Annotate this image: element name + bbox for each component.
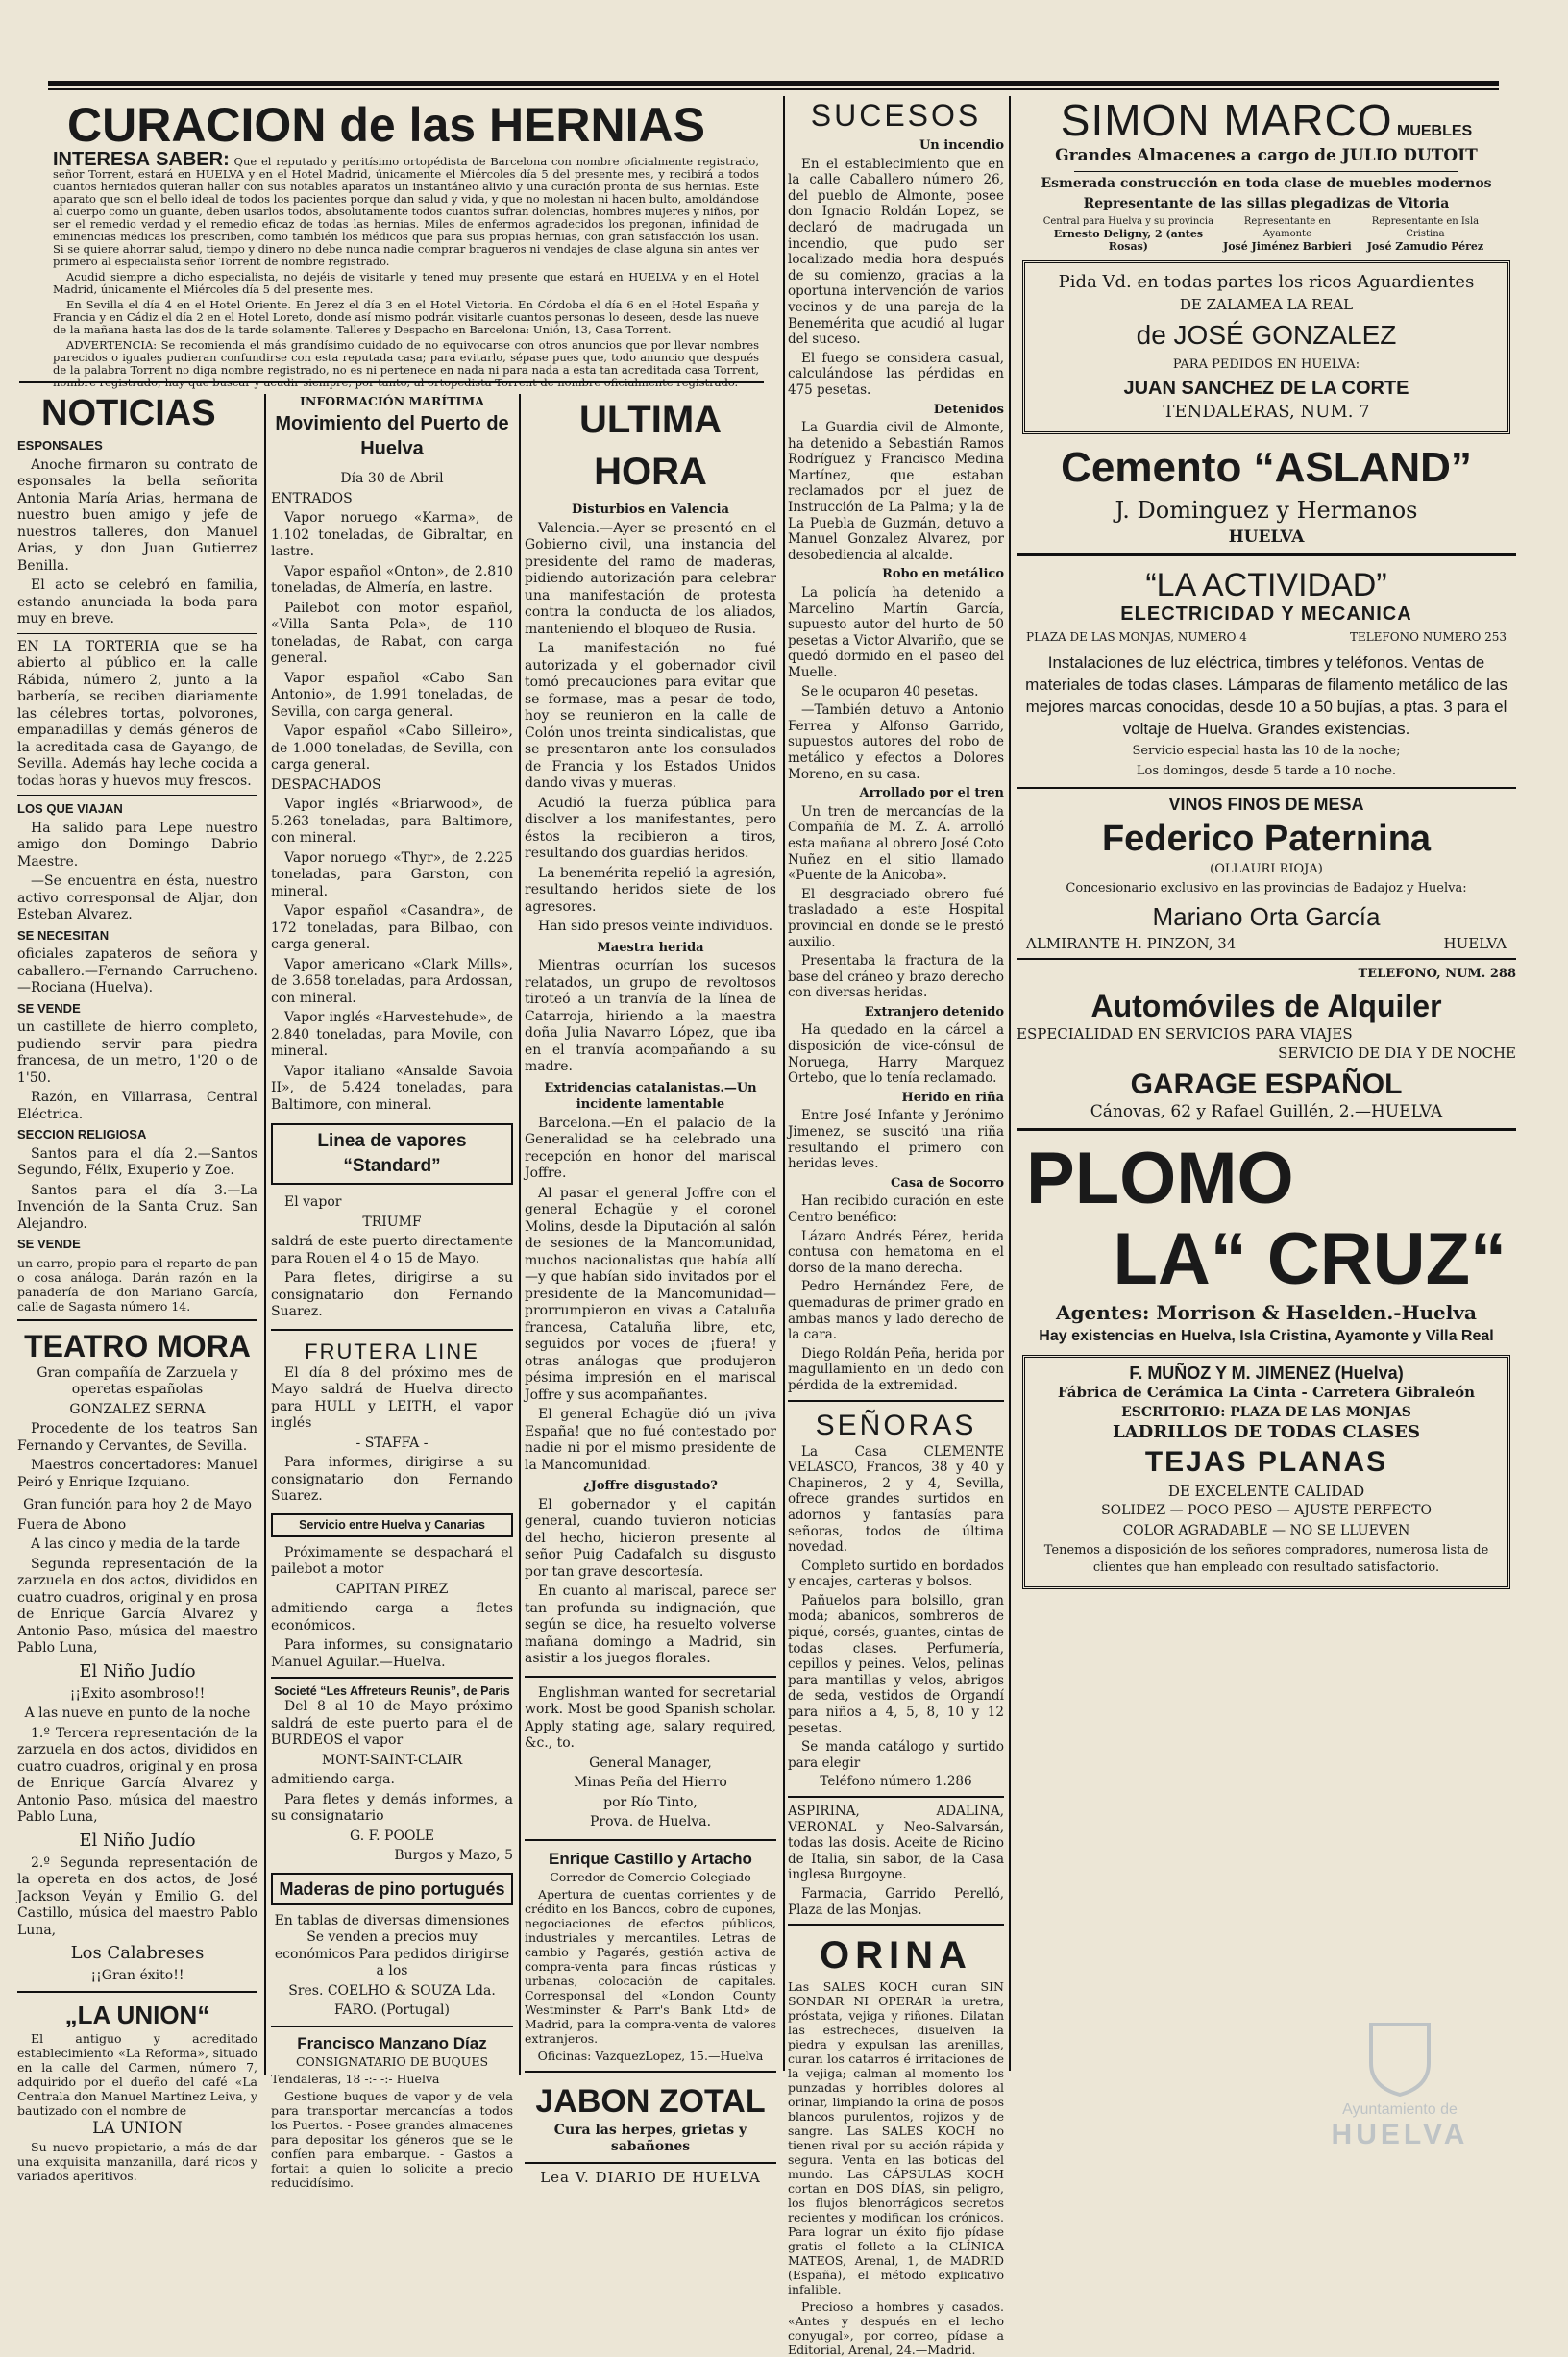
manzano-sub: CONSIGNATARIO DE BUQUES — [295, 2053, 489, 2069]
vinos-title: Federico Paternina — [1101, 818, 1432, 859]
teatro-company: Gran compañía de Zarzuela y operetas españolas — [37, 1364, 238, 1397]
maderas-title: Maderas de pino portugués — [279, 1878, 505, 1899]
sucesos-p7: Un tren de mercancías de la Compañía de M. Z. A. arrolló esta mañana al obrero José Coto Nuñez en el sitio llamado «Puente de la Anicoba». — [788, 803, 1004, 884]
shield-icon — [1366, 2020, 1433, 2097]
simon-c2h: Representante en Ayamonte — [1243, 216, 1331, 239]
sucesos-column — [788, 96, 1004, 2357]
plomo-l2: LA“ CRUZ“ — [1113, 1218, 1507, 1300]
aguardientes-ad — [1022, 260, 1510, 434]
vende-text-2: Razón, en Villarrasa, Central Eléctrica. — [17, 1090, 257, 1122]
canarias-title: Servicio entre Huelva y Canarias — [299, 1517, 485, 1532]
simon-tag: MUEBLES — [1397, 123, 1473, 139]
affreteurs-ship: MONT-SAINT-CLAIR — [321, 1752, 463, 1768]
maritima-kicker: INFORMACIÓN MARÍTIMA — [300, 394, 484, 408]
maritima-title: Movimiento del Puerto de Huelva — [275, 413, 509, 459]
sucesos-p6: —También detuvo a Antonio Ferrea y Alfonso Garrido, supuestos autores del robo de metálico y efectos a Dolores Moreno, en su casa. — [788, 702, 1004, 782]
munoz-l6: SOLIDEZ — POCO PESO — AJUSTE PERFECTO — [1101, 1503, 1432, 1518]
senoras-title: SEÑORAS — [815, 1409, 977, 1441]
maderas-place: FARO. (Portugal) — [333, 2002, 451, 2018]
teatro-p6: 1.º Tercera representación de la zarzuela en dos actos, divididos en cuatro cuadros, original y en prosa de Enrique García Alvarez y Antonio Paso, música del maestro Pablo Luna, — [17, 1725, 257, 1825]
autos-tel: TELEFONO, NUM. 288 — [1358, 967, 1516, 981]
english-l4: Prova. de Huelva. — [589, 1814, 712, 1829]
ads-column — [1017, 96, 1516, 2075]
top-rule-thin — [48, 88, 1499, 90]
teatro-title: TEATRO MORA — [24, 1328, 251, 1363]
sucesos-p12: Han recibido curación en este Centro benéfico: — [788, 1193, 1004, 1225]
senoras-p1: La Casa CLEMENTE VELASCO, Francos, 38 y 40 y Chapineros, 2 y 4, Sevilla, ofrece grandes surtidos en adornos y fantasías para señoras, todos de última novedad. — [788, 1443, 1004, 1556]
affreteurs-body-2: admitiendo carga. — [271, 1772, 395, 1787]
col-rule-3 — [783, 96, 785, 2071]
teatro-obra2: El Niño Judío — [79, 1829, 196, 1851]
actividad-s2: Los domingos, desde 5 tarde a 10 noche. — [1136, 763, 1397, 778]
autos-title: Automóviles de Alquiler — [1090, 988, 1442, 1023]
necesitan-text: oficiales zapateros de señora y caballero.—Fernando Carrucheno.—Rociana (Huelva). — [17, 946, 257, 995]
standard-ship: TRIUMF — [362, 1214, 422, 1230]
sucesos-p14: Pedro Hernández Fere, de quemaduras de primer grado en ambas manos y lado derecho de la cara. — [788, 1279, 1004, 1343]
plomo-agents: Agentes: Morrison & Haselden.-Huelva — [1056, 1301, 1477, 1324]
sucesos-p13: Lázaro Andrés Pérez, herida contusa con hematoma en el dorso de la mano derecha. — [788, 1228, 1004, 1276]
top-rule — [48, 81, 1499, 86]
union-title: „LA UNION“ — [64, 2000, 210, 2029]
ultima-hora-column — [525, 394, 776, 2186]
noticias-title: NOTICIAS — [41, 393, 216, 433]
munoz-l3: LADRILLOS DE TODAS CLASES — [1112, 1422, 1421, 1442]
sucesos-h4: Arrollado por el tren — [859, 786, 1004, 801]
canarias-body: Próximamente se despachará el pailebot a motor — [271, 1544, 513, 1577]
affreteurs-title: Societé “Les Affreteurs Reunis”, de Paris — [274, 1684, 510, 1698]
sucesos-p11: Entre José Infante y Jerónimo Jimenez, se suscitó una riña resultando el primero con heridas leves. — [788, 1108, 1004, 1172]
esponsales-text: Anoche firmaron su contrato de esponsales la bella señorita Antonia María Arias, hermana de nuestro buen amigo y jefe de nuestros talleres, don Manuel Arias, y don Juan Gutierrez Benilla. — [17, 456, 257, 574]
religiosa-text-2: Santos para el día 3.—La Invención de la Santa Cruz. San Alejandro. — [17, 1182, 257, 1232]
affreteurs-body: Del 8 al 10 de Mayo próximo saldrá de este puerto para el de BURDEOS el vapor — [271, 1699, 513, 1748]
senoras-p2: Completo surtido en bordados y encajes, carteras y bolsos. — [788, 1558, 1004, 1590]
sucesos-p15: Diego Roldán Peña, herida por magullamiento en un dedo con pérdida de la extremidad. — [788, 1345, 1004, 1393]
plomo-stock: Hay existencias en Huelva, Isla Cristina, Ayamonte y Villa Real — [1039, 1328, 1494, 1344]
canarias-body-2: admitiendo carga a fletes económicos. — [271, 1601, 513, 1633]
union-name: LA UNION — [92, 2118, 183, 2138]
actividad-addr: PLAZA DE LAS MONJAS, NUMERO 4 — [1026, 629, 1247, 644]
munoz-l1: Fábrica de Cerámica La Cinta - Carretera Gibraleón — [1057, 1384, 1476, 1401]
senoras-p3: Pañuelos para bolsillo, gran moda; abanicos, sombreros de piqué, corsés, guantes, cintas de todas clases. Perfumería, cepillos y peines. Velos, pelinas para mantillas y velos, abrigos de seda, vestidos de Organdí para niños a 4, 5, 8, 10 y 12 pesetas. — [788, 1592, 1004, 1736]
frutera-ship: - STAFFA - — [355, 1435, 429, 1451]
vinos-kicker: VINOS FINOS DE MESA — [1168, 795, 1364, 814]
vinos-agent: Mariano Orta García — [1152, 901, 1381, 931]
col-rule-1 — [264, 394, 266, 2075]
simon-l1: Esmerada construcción en toda clase de muebles modernos — [1041, 176, 1492, 191]
zotal-title: JABON ZOTAL — [535, 2082, 766, 2120]
english-l3: por Río Tinto, — [603, 1794, 698, 1810]
standard-body: saldrá de este puerto directamente para Rouen el 4 o 15 de Mayo. — [271, 1234, 513, 1266]
cemento-title: Cemento “ASLAND” — [1061, 443, 1472, 491]
canarias-ship: CAPITAN PIREZ — [335, 1581, 449, 1597]
sucesos-p10: Ha quedado en la cárcel a disposición de vice-cónsul de Noruega, Harry Marquez Ortebo, que lo tenía reclamado. — [788, 1022, 1004, 1087]
viajan-text-2: —Se encuentra en ésta, nuestro activo corresponsal de Aljar, don Esteban Alvarez. — [17, 873, 257, 922]
sucesos-p5: Se le ocuparon 40 pesetas. — [801, 683, 979, 700]
ultima-p7: Barcelona.—En el palacio de la Generalidad se ha celebrado una recepción en honor del mariscal Joffre. — [525, 1115, 776, 1181]
teatro-exito2: ¡¡Gran éxito!! — [90, 1968, 184, 1983]
canarias-body-3: Para informes, su consignatario Manuel Aguilar.—Huelva. — [271, 1637, 513, 1670]
vende-text: un castillete de hierro completo, pudiendo servir para piedra francesa, de un metro, 1'20 o de 1'50. — [17, 1019, 257, 1086]
manzano-body: Gestione buques de vapor y de vela para transportar mercancías a todos los Puertos. - Posee grandes almacenes para depositar los géneros que se le confíen para embarque. - Gastos a fortait a quien lo solicite a precio reducidísimo. — [271, 2088, 513, 2190]
manzano-title: Francisco Manzano Díaz — [297, 2033, 487, 2052]
entrado-5: Vapor español «Cabo Silleiro», de 1.000 toneladas, de Sevilla, con carga general. — [271, 724, 513, 773]
munoz-l2: ESCRITORIO: PLAZA DE LAS MONJAS — [1121, 1404, 1411, 1420]
ultima-p11: En cuanto al mariscal, parece ser tan profunda su indignación, que según se dice, ha resuelto volverse mañana domingo a Madrid, sin asistir a los juegos florales. — [525, 1584, 776, 1666]
actividad-s1: Servicio especial hasta las 10 de la noche; — [1132, 744, 1401, 758]
ultima-h3: Extridencias catalanistas.—Un incidente lamentable — [544, 1080, 757, 1112]
ultima-p2: La manifestación no fué autorizada y el gobernador civil tomó precauciones para evitar que se formase, mas a pesar de todo, hoy se reunieron en la calle de Colón unos treinta sindicalistas, que se presentaron ante los consulados de Francia y los Estados Unidos dando vivas y mueras. — [525, 641, 776, 791]
frutera-title: FRUTERA LINE — [305, 1338, 479, 1363]
aspirina-body-2: Farmacia, Garrido Perelló, Plaza de las Monjas. — [788, 1885, 1004, 1918]
vinos-sub: Concesionario exclusivo en las provincias de Badajoz y Huelva: — [1066, 881, 1467, 896]
col-rule-4 — [1009, 96, 1011, 2071]
simon-c1: Ernesto Deligny, 2 (antes Rosas) — [1053, 228, 1204, 253]
teatro-p2: Maestros concertadores: Manuel Peiró y Enrique Izquiano. — [17, 1458, 257, 1490]
despachado-6: Vapor italiano «Ansalde Savoia II», de 5.424 toneladas, para Baltimore, con mineral. — [271, 1063, 513, 1113]
castillo-body: Apertura de cuentas corrientes y de crédito en los Bancos, cobro de cupones, negociaciones de efectos públicos, industriales y mercantiles. Letras de cambio y Pagarés, gestión activa de compra-venta para fincas rústicas y urbanas, colocación de capitales. Corresponsal del «London County Westminster & Parr's Bank Ltd» de Madrid, para la compra-venta de valores extranjeros. — [525, 1886, 776, 2046]
entrado-4: Vapor español «Cabo San Antonio», de 1.991 toneladas, de Sevilla, con carga general. — [271, 670, 513, 720]
ultima-p4: La benemérita repelió la agresión, resultando heridos siete de los agresores. — [525, 865, 776, 915]
sucesos-h2: Detenidos — [933, 402, 1004, 417]
munoz-l8: Tenemos a disposición de los señores compradores, numerosa lista de clientes que han empleado con resultado satisfactorio. — [1043, 1543, 1489, 1575]
autos-l2: SERVICIO DE DIA Y DE NOCHE — [1278, 1044, 1516, 1062]
orina-body: Las SALES KOCH curan SIN SONDAR NI OPERAR la uretra, próstata, vejiga y riñones. Dilatan las estrecheces, disuelven la piedra y expulsan las arenillas, curan los catarros é irritaciones de la vejiga; calman al momento los punzadas y horribles dolores al orinar, limpiando la orina de posos blancos purulentos, rojizos y de sangre. Las SALES KOCH no tienen rival por su acción rápida y segura. Venta en las boticas del mundo. Las CÁPSULAS KOCH cortan en DOS DÍAS, sin peligro, los flujos blenorrágicos secretos recientes y modifican los crónicos. Para lograr un éxito fijo pídase gratis el folleto a la CLÍNICA MATEOS, Arenal, 1, de MADRID (España), el método explicativo infalible. — [788, 1979, 1004, 2297]
standard-vapor: El vapor — [284, 1194, 342, 1210]
maderas-agent: Sres. COELHO & SOUZA Lda. — [288, 1982, 496, 1999]
viajan-heading: LOS QUE VIAJAN — [17, 801, 123, 816]
stamp-line-1: Ayuntamiento de — [1342, 2101, 1458, 2118]
standard-body-2: Para fletes, dirigirse a su consignatario don Fernando Suarez. — [271, 1270, 513, 1319]
teatro-funcion: Gran función para hoy 2 de Mayo — [23, 1497, 252, 1512]
esponsales-text-2: El acto se celebró en familia, estando anunciada la boda para muy en breve. — [17, 577, 257, 626]
senoras-tel: Teléfono número 1.286 — [820, 1774, 972, 1790]
affreteurs-address: Burgos y Mazo, 5 — [394, 1848, 513, 1863]
munoz-l7: COLOR AGRADABLE — NO SE LLUEVEN — [1122, 1522, 1410, 1538]
sucesos-p8: El desgraciado obrero fué trasladado a este Hospital provincial en donde se le prestó auxilio. — [788, 886, 1004, 950]
ultima-p5: Han sido presos veinte individuos. — [538, 919, 773, 934]
english-l1: General Manager, — [589, 1755, 712, 1771]
ultima-p3: Acudió la fuerza pública para disolver a los manifestantes, pero éstos la recibieron a tiros, resultando dos guardias heridos. — [525, 795, 776, 861]
teatro-abono: Fuera de Abono — [17, 1516, 127, 1533]
torteria-notice: EN LA TORTERIA que se ha abierto al público en la calle Rábida, número 2, junto a la barbería, se reciben diariamente las célebres tortas, polvorones, empanadillas y demás géneros de la acreditada casa de Gayango, de Sevilla. Además hay leche cocida a todas horas y huevos muy frescos. — [17, 638, 257, 789]
manzano-address: Tendaleras, 18 -:- -:- Huelva — [271, 2071, 440, 2086]
frutera-body-2: Para informes, dirigirse a su consignatario don Fernando Suarez. — [271, 1455, 513, 1504]
ultima-p8: Al pasar el general Joffre con el general Echagüe y el coronel Molins, desde la Diputación al salón de sesiones de la Mancomunidad, muchos nacionalistas que había allí—y que habían sido invitados por el presidente de la Mancomunidad—prorrumpieron en vivas a Cataluña francesa, Cataluña libre, etc, seguidos por voces de ¡fuera! y otras análogas que produjeron pésima impresión en el mariscal Joffre y sus acompañantes. — [525, 1185, 776, 1403]
sucesos-h6: Herido en riña — [901, 1090, 1004, 1105]
hernias-p2: Acudid siempre a dicho especialista, no dejéis de visitarle y tened muy presente que estará en HUELVA y en el Hotel Madrid, únicamente el Miércoles día 5 del presente mes. — [53, 270, 759, 296]
actividad-tel: TELEFONO NUMERO 253 — [1349, 629, 1507, 644]
munoz-l5: DE EXCELENTE CALIDAD — [1167, 1482, 1365, 1500]
hernias-p3: En Sevilla el día 4 en el Hotel Oriente. En Jerez el día 3 en el Hotel Victoria. En Córdoba el día 6 en el Hotel España y Francia y en Cádiz el día 2 en el Hotel Loreto, donde así mismo podrán visitarle cuantos personas lo deseen, desde las nueve de la mañana hasta las dos de la tarde solamente. Talleres y Despacho en Barcelona: Unión, 13, Casa Torrent. — [53, 298, 759, 336]
lea-diario: Lea V. DIARIO DE HUELVA — [540, 2168, 761, 2186]
entrado-3: Pailebot con motor español, «Villa Santa Pola», de 110 toneladas, de Rabat, con carga general. — [271, 600, 513, 666]
aguardientes-l3: de JOSÉ GONZALEZ — [1136, 319, 1397, 350]
plomo-l1: PLOMO — [1026, 1138, 1294, 1219]
aguardientes-l1: Pida Vd. en todas partes los ricos Aguardientes — [1058, 272, 1475, 292]
despachado-5: Vapor inglés «Harvestehude», de 2.840 toneladas, para Movile, con mineral. — [271, 1010, 513, 1059]
teatro-director: GONZALEZ SERNA — [69, 1401, 206, 1417]
castillo-sub: Corredor de Comercio Colegiado — [550, 1869, 751, 1884]
viajan-text: Ha salido para Lepe nuestro amigo don Domingo Dabrio Maestre. — [17, 820, 257, 870]
castillo-title: Enrique Castillo y Artacho — [549, 1849, 752, 1868]
zotal-body: Cura las herpes, grietas y sabañones — [553, 2122, 747, 2154]
despachado-3: Vapor español «Casandra», de 172 toneladas, para Bilbao, con carga general. — [271, 903, 513, 952]
ultima-p1: Valencia.—Ayer se presentó en el Gobierno civil, una instancia del presidente del ramo de maderas, pidiendo autorización para celebrar una manifestación de protesta contra la conducta de los aliados, manteniendo el bloqueo de Rusia. — [525, 520, 776, 637]
affreteurs-agent: G. F. POOLE — [350, 1828, 434, 1844]
necesitan-heading: SE NECESITAN — [17, 927, 110, 943]
hernias-title: CURACION de las HERNIAS — [67, 98, 705, 152]
stamp-line-2: HUELVA — [1331, 2119, 1469, 2150]
esponsales-heading: ESPONSALES — [17, 438, 103, 453]
autos-l1: ESPECIALIDAD EN SERVICIOS PARA VIAJES — [1017, 1024, 1353, 1043]
entrados-heading: ENTRADOS — [271, 490, 353, 506]
sucesos-h5: Extranjero detenido — [864, 1004, 1004, 1019]
noticias-column — [17, 389, 257, 2183]
autos-addr: Cánovas, 62 y Rafael Guillén, 2.—HUELVA — [1090, 1101, 1443, 1121]
sucesos-p3: La Guardia civil de Almonte, ha detenido a Sebastián Ramos Rodríguez y Francisco Medina Martínez, que estaban reclamados por el juez de Instrucción de La Palma; y la de La Puebla de Guzmán, detuvo a Manuel Gonzalez Alvarez, por desobediencia al alcalde. — [788, 420, 1004, 563]
ultima-h4: ¿Joffre disgustado? — [583, 1479, 718, 1493]
munoz-l4: TEJAS PLANAS — [1144, 1445, 1388, 1478]
ultima-h2: Maestra herida — [597, 940, 704, 955]
union-body: El antiguo y acreditado establecimiento «La Reforma», situado en la calle del Carmen, número 7, adquirido por el dueño del café «La Centrala don Manuel Martínez Leiva, y bautizado con el nombre de — [17, 2030, 257, 2118]
munoz-title: F. MUÑOZ Y M. JIMENEZ (Huelva) — [1129, 1363, 1404, 1383]
aguardientes-l2: DE ZALAMEA LA REAL — [1179, 296, 1354, 313]
ultima-title: ULTIMA HORA — [578, 399, 723, 493]
actividad-sub: ELECTRICIDAD Y MECANICA — [1120, 603, 1412, 625]
standard-title: Linea de vapores “Standard” — [317, 1131, 467, 1176]
sucesos-h3: Robo en metálico — [882, 567, 1004, 582]
entrado-1: Vapor noruego «Karma», de 1.102 toneladas, de Gibraltar, en lastre. — [271, 510, 513, 559]
sucesos-p1: En el establecimiento que en la calle Caballero número 26, del pueblo de Almonte, posee don Ignacio Roldán Lopez, se declaró de madrugada un incendio, que pudo ser localizado media hora después de su comienzo, gracias a la oportuna intervención de varios vecinos y de una pareja de la Benemérita que acudió al lugar del suceso. — [788, 156, 1004, 348]
cemento-sub: J. Dominguez y Hermanos — [1115, 496, 1418, 524]
teatro-exito1: ¡¡Exito asombroso!! — [69, 1685, 206, 1702]
maritima-date: Día 30 de Abril — [340, 471, 444, 486]
maritima-column — [271, 394, 513, 2190]
archive-stamp — [1270, 2020, 1530, 2164]
orina-body-2: Precioso a hombres y casados. «Antes y después en el lecho conyugal», por correo, pídase a Editorial, Arenal, 24.—Madrid. — [788, 2299, 1004, 2357]
teatro-obra1: El Niño Judío — [79, 1660, 196, 1682]
sucesos-p2: El fuego se considera casual, calculándose las pérdidas en 475 pesetas. — [788, 350, 1004, 398]
maderas-body: En tablas de diversas dimensiones Se venden a precios muy económicos Para pedidos dirigirse a los — [274, 1912, 510, 1978]
religiosa-text: Santos para el día 2.—Santos Segundo, Félix, Exuperio y Zoe. — [17, 1145, 257, 1178]
despachado-2: Vapor noruego «Thyr», de 2.225 toneladas, para Garston, con mineral. — [271, 849, 513, 899]
teatro-p1: Procedente de los teatros San Fernando y Cervantes, de Sevilla. — [17, 1421, 257, 1454]
simon-l2: Representante de las sillas plegadizas de Vitoria — [1083, 195, 1450, 211]
aguardientes-l6: TENDALERAS, NUM. 7 — [1163, 402, 1370, 422]
union-body-2: Su nuevo propietario, a más de dar una exquisita manzanilla, dará ricos y variados aperitivos. — [17, 2140, 257, 2183]
teatro-p5: A las nueve en punto de la noche — [24, 1706, 251, 1721]
hernias-ad — [53, 96, 759, 375]
sucesos-h1: Un incendio — [919, 138, 1004, 153]
hernias-bottom-rule — [19, 381, 764, 383]
sucesos-title: SUCESOS — [810, 98, 982, 133]
col-rule-2 — [519, 394, 521, 2075]
munoz-ad — [1022, 1355, 1510, 1590]
vende2-heading: SE VENDE — [17, 1237, 81, 1251]
frutera-body: El día 8 del próximo mes de Mayo saldrá de Huelva directo para HULL y LEITH, el vapor inglés — [271, 1364, 513, 1431]
despachados-heading: DESPACHADOS — [271, 776, 381, 793]
teatro-p3: A las cinco y media de la tarde — [31, 1536, 241, 1552]
ultima-p10: El gobernador y el capitán general, cuando tuvieron noticias del hecho, hicieron presente al señor Puig Cadafalch su disgusto por tan grave descortesía. — [525, 1496, 776, 1580]
vinos-city: HUELVA — [1443, 934, 1507, 952]
castillo-office: Oficinas: VazquezLopez, 15.—Huelva — [537, 2048, 764, 2063]
affreteurs-body-3: Para fletes y demás informes, a su consignatario — [271, 1791, 513, 1824]
hernias-lead: INTERESA SABER: — [53, 149, 230, 170]
english-body: Englishman wanted for secretarial work. Most be good Spanish scholar. Apply stating age, salary required, &c., to. — [525, 1684, 776, 1751]
senoras-p4: Se manda catálogo y surtido para elegir — [788, 1739, 1004, 1771]
teatro-obra3: Los Calabreses — [70, 1943, 205, 1963]
vende2-text: un carro, propio para el reparto de pan o cosa análoga. Darán razón en la panadería de don Mariano García, calle de Sagasta número 14. — [17, 1255, 257, 1314]
despachado-4: Vapor americano «Clark Mills», de 3.658 toneladas, para Ardossan, con mineral. — [271, 956, 513, 1006]
vinos-addr: ALMIRANTE H. PINZON, 34 — [1026, 934, 1237, 952]
ultima-h1: Disturbios en Valencia — [572, 503, 729, 517]
sucesos-h7: Casa de Socorro — [891, 1175, 1004, 1191]
sucesos-p4: La policía ha detenido a Marcelino Martín García, supuesto autor del hurto de 50 pesetas a Victor Alvariño, que se quedó dormido en el paseo del Muelle. — [788, 585, 1004, 680]
aguardientes-l4: PARA PEDIDOS EN HUELVA: — [1172, 356, 1360, 372]
simon-c3: José Zamudio Pérez — [1366, 240, 1484, 253]
english-l2: Minas Peña del Hierro — [574, 1775, 727, 1790]
simon-c1h: Central para Huelva y su provincia — [1042, 216, 1214, 227]
simon-c3h: Representante en Isla Cristina — [1371, 216, 1480, 239]
hernias-body: Que el reputado y peritísimo ortopédista de Barcelona con nombre oficialmente registrado, señor Torrent, estará en HUELVA y en el Hotel Madrid, únicamente el Miércoles día 5 del presente mes, y recibirá a todos cuantos herniados quieran hallar con sus notables aparatos un instantáneo alivio y una curación pronta de sus hernias. Este aparato que son el bello ideal de todos los pacientes porque dan salud y vida, y que no molestan ni hacen bulto, amoldándose al cuerpo como un guante, deben usarlos todos, absolutamente todos cuantos sufran dolencias, hombres mujeres y niños, por ser el remedio verdad y el remedio eficaz de todas las hernias. Miles de enfermos agradecidos los pregonan, infinidad de eminencias médicas los prescriben, como también los médicos que para sus propias hernias, con gran satisfacción los usan. Si se quiere ahorrar salud, tiempo y dinero no debe nunca nadie comprar bragueros ni vendajes de clase alguna sin antes ver primero al especialista señor Torrent de nombre registrado. — [53, 155, 759, 268]
orina-title: ORINA — [820, 1934, 972, 1977]
simon-sub: Grandes Almacenes a cargo de JULIO DUTOIT — [1055, 146, 1478, 165]
religiosa-heading: SECCION RELIGIOSA — [17, 1127, 147, 1142]
vinos-place: (OLLAURI RIOJA) — [1210, 861, 1323, 876]
despachado-1: Vapor inglés «Briarwood», de 5.263 toneladas, para Baltimore, con mineral. — [271, 797, 513, 846]
aspirina-body: ASPIRINA, ADALINA, VERONAL y Neo-Salvarsán, todas las dosis. Aceite de Ricino de Italia, sin sabor, de la Casa inglesa Burgoyne. — [788, 1804, 1004, 1883]
teatro-p7: 2.º Segunda representación de la opereta en dos actos, de José Jackson Veyán y Emilio G. del Castillo, música del maestro Pablo Luna, — [17, 1854, 257, 1938]
autos-garage: GARAGE ESPAÑOL — [1130, 1068, 1403, 1100]
ultima-p9: El general Echagüe dió un ¡viva España! que no fué contestado por nadie ni por el mismo presidente de la Mancomunidad. — [525, 1407, 776, 1473]
ultima-p6: Mientras ocurrían los sucesos relatados, un grupo de revoltosos tiroteó a un tranvía de la línea de Catarroja, hiriendo a la maestra doña Julia Navarro López, que iba en el tranvía acompañando a su madre. — [525, 958, 776, 1074]
vende-heading: SE VENDE — [17, 1000, 81, 1016]
simon-c2: José Jiménez Barbieri — [1222, 240, 1352, 253]
sucesos-p9: Presentaba la fractura de la base del cráneo y brazo derecho con diversas heridas. — [788, 953, 1004, 1001]
cemento-place: HUELVA — [1228, 527, 1305, 547]
simon-title: SIMON MARCO — [1060, 95, 1393, 145]
actividad-title: “LA ACTIVIDAD” — [1145, 567, 1387, 603]
hernias-p4: ADVERTENCIA: Se recomienda el más grandísimo cuidado de no equivocarse con otros anuncios que por llevar nombres parecidos o iguales pudieran confundirse con esta reputada casa; para evitarlo, sépase pues que, todo anuncio que después de la palabra Torrent no diga nombre registrado, no es ni pertenece en nada ni para nada a esta tan acreditada casa Torrent, — [53, 338, 759, 377]
entrado-2: Vapor español «Onton», de 2.810 toneladas, de Almería, en lastre. — [271, 563, 513, 596]
teatro-p4: Segunda representación de la zarzuela en dos actos, divididos en cuatro cuadros, original y en prosa de Enrique García Alvarez y Antonio Paso, música del maestro Pablo Luna, — [17, 1556, 257, 1656]
actividad-body: Instalaciones de luz eléctrica, timbres y teléfonos. Ventas de materiales de todas clases. Lámparas de filamento metálico de las mejores marcas conocidas, desde 10 a 50 bujías, a ptas. 3 para el voltaje de Huelva. Grandes existencias. — [1025, 653, 1507, 738]
aguardientes-l5: JUAN SANCHEZ DE LA CORTE — [1123, 378, 1409, 399]
